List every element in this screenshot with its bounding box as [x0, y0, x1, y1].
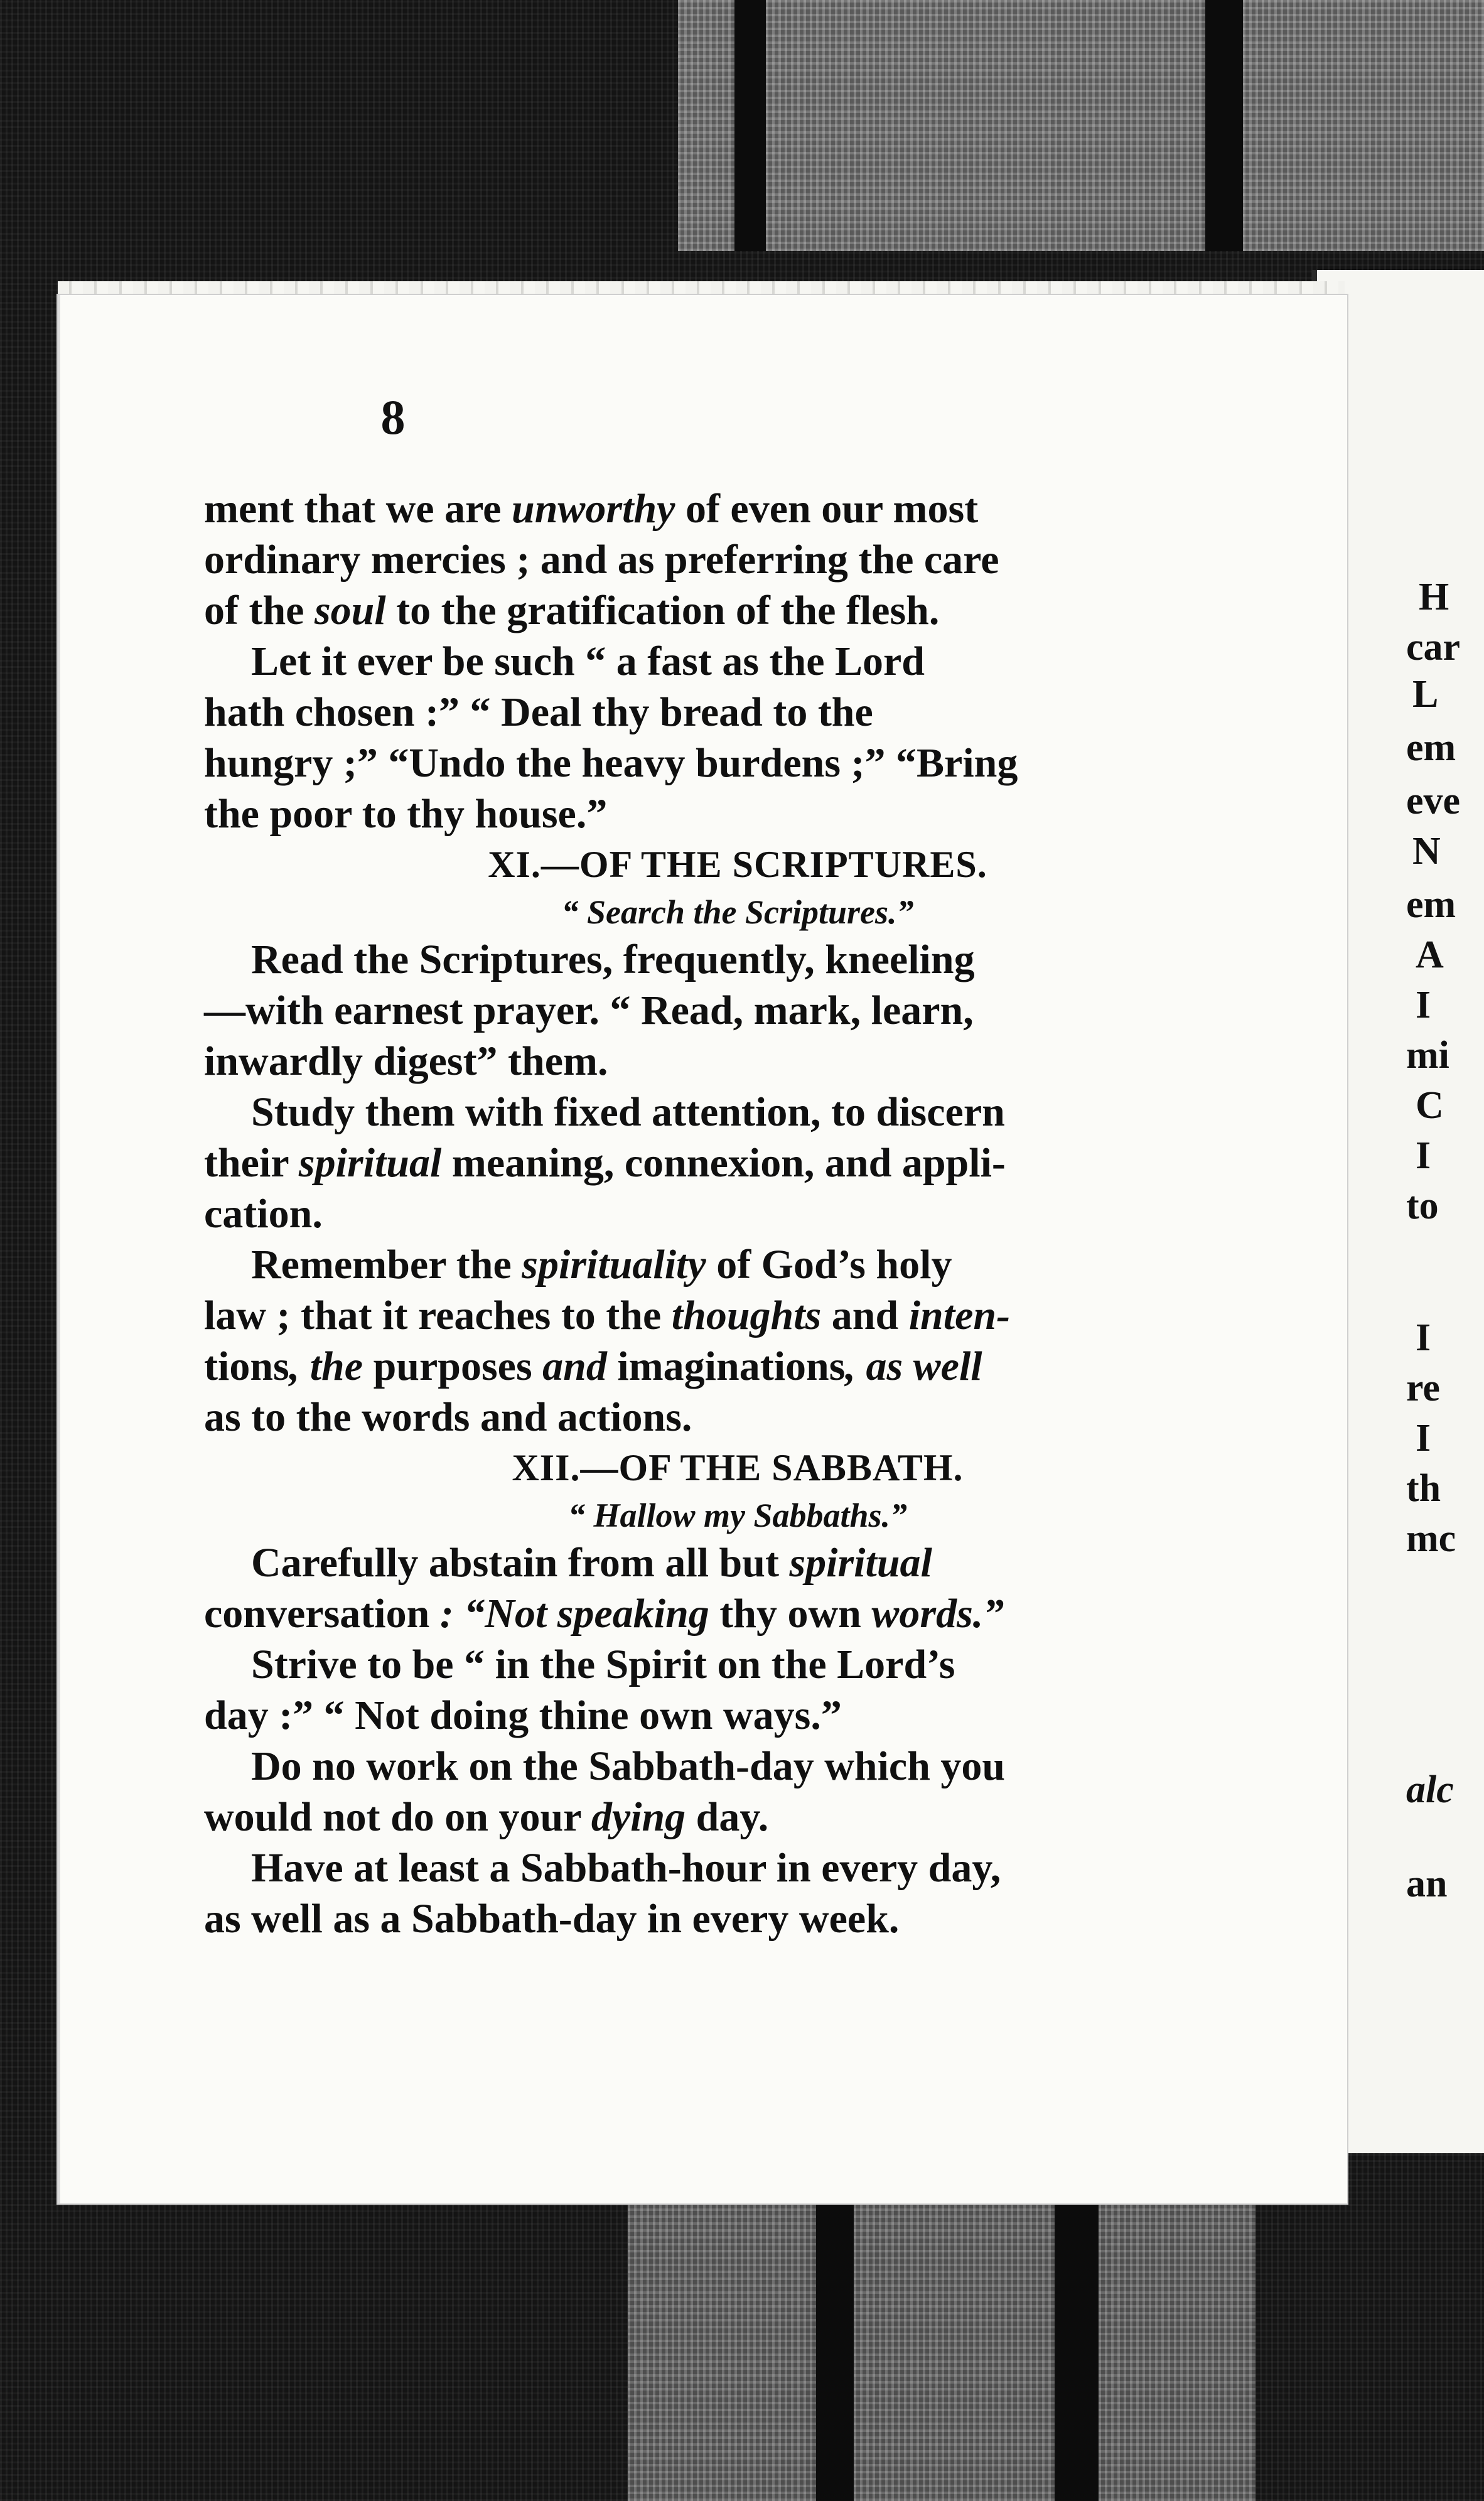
text-line: of the soul to the gratification of the flesh.: [204, 588, 940, 633]
paragraph-no-work: [204, 1741, 1271, 1842]
text-line: as well as a Sabbath-day in every week.: [204, 1896, 900, 1942]
text-line: hath chosen :” “ Deal thy bread to the: [204, 689, 873, 735]
text-line: hungry ;” “Undo the heavy burdens ;” “Bring: [204, 740, 1018, 786]
section-heading-scriptures: XI.—OF THE SCRIPTURES.: [488, 844, 987, 885]
text-line: Study them with fixed attention, to discern: [251, 1089, 1005, 1135]
text-line: Read the Scriptures, frequently, kneeling: [251, 937, 975, 982]
text-line: Do no work on the Sabbath-day which you: [251, 1743, 1006, 1789]
binding-shadow-strip: [1205, 0, 1243, 251]
paragraph-remember: [204, 1239, 1271, 1443]
epigraph-scriptures: “ Search the Scriptures.”: [561, 893, 914, 931]
paragraph-abstain: [204, 1537, 1271, 1639]
page-body: [204, 483, 1271, 1944]
text-line: Remember the spirituality of God’s holy: [251, 1242, 952, 1288]
facing-page-fragment: car: [1406, 626, 1461, 669]
facing-page-fragment: em: [1406, 883, 1456, 926]
text-line: Let it ever be such “ a fast as the Lord: [251, 638, 925, 684]
facing-page-fragment: alc: [1406, 1768, 1454, 1811]
text-line: ment that we are unworthy of even our most: [204, 486, 979, 532]
paragraph-study: [204, 1087, 1271, 1239]
binding-cloth-top: [678, 0, 1484, 251]
facing-page-fragment: eve: [1406, 780, 1461, 822]
text-line: inwardly digest” them.: [204, 1038, 608, 1084]
text-line: cation.: [204, 1191, 323, 1237]
text-line: law ; that it reaches to the thoughts and inten-: [204, 1293, 1011, 1338]
paragraph-read-scriptures: [204, 934, 1271, 1087]
facing-page-fragment: I: [1416, 1134, 1431, 1177]
facing-page-fragment: mi: [1406, 1034, 1449, 1077]
facing-page-fragment: I: [1416, 1417, 1431, 1460]
facing-page-fragment: I: [1416, 984, 1431, 1026]
facing-page-fragment: C: [1416, 1084, 1444, 1127]
facing-page-fragment: N: [1412, 830, 1441, 873]
text-line: their spiritual meaning, connexion, and appli-: [204, 1140, 1006, 1186]
paragraph-sabbath-hour: [204, 1842, 1271, 1944]
page-number: 8: [380, 390, 406, 444]
facing-page-fragment: th: [1406, 1467, 1441, 1510]
binding-cloth-bottom: [628, 2191, 1255, 2501]
facing-page-fragment: to: [1406, 1185, 1439, 1227]
text-line: ordinary mercies ; and as preferring the care: [204, 537, 999, 583]
binding-shadow-strip: [734, 0, 766, 251]
text-line: day :” “ Not doing thine own ways.”: [204, 1692, 842, 1738]
facing-page-fragment: A: [1416, 933, 1444, 976]
text-line: tions, the purposes and imaginations, as well: [204, 1343, 982, 1389]
text-line: the poor to thy house.”: [204, 791, 608, 837]
text-line: as to the words and actions.: [204, 1394, 692, 1440]
paragraph-fast: [204, 636, 1271, 839]
paragraph-intro: [204, 483, 1271, 636]
facing-page-fragment: I: [1416, 1316, 1431, 1359]
binding-shadow-strip: [816, 2191, 854, 2501]
facing-page-fragment: an: [1406, 1863, 1448, 1905]
text-line: would not do on your dying day.: [204, 1794, 769, 1840]
facing-page-fragment: H: [1419, 576, 1449, 618]
facing-page-fragment: em: [1406, 726, 1456, 769]
text-line: Carefully abstain from all but spiritual: [251, 1540, 932, 1586]
section-heading-sabbath: XII.—OF THE SABBATH.: [512, 1447, 964, 1488]
text-line: Strive to be “ in the Spirit on the Lord’s: [251, 1642, 955, 1687]
facing-page-fragment: mc: [1406, 1517, 1456, 1560]
text-line: Have at least a Sabbath-hour in every day,: [251, 1845, 1001, 1891]
epigraph-sabbath: “ Hallow my Sabbaths.”: [567, 1497, 908, 1534]
text-line: —with earnest prayer. “ Read, mark, learn,: [204, 987, 974, 1033]
binding-shadow-strip: [1055, 2191, 1099, 2501]
facing-page-fragment: re: [1406, 1367, 1440, 1409]
paragraph-strive: [204, 1639, 1271, 1741]
text-line: conversation : “Not speaking thy own words.”: [204, 1591, 1004, 1637]
facing-page-fragment: L: [1412, 673, 1439, 716]
